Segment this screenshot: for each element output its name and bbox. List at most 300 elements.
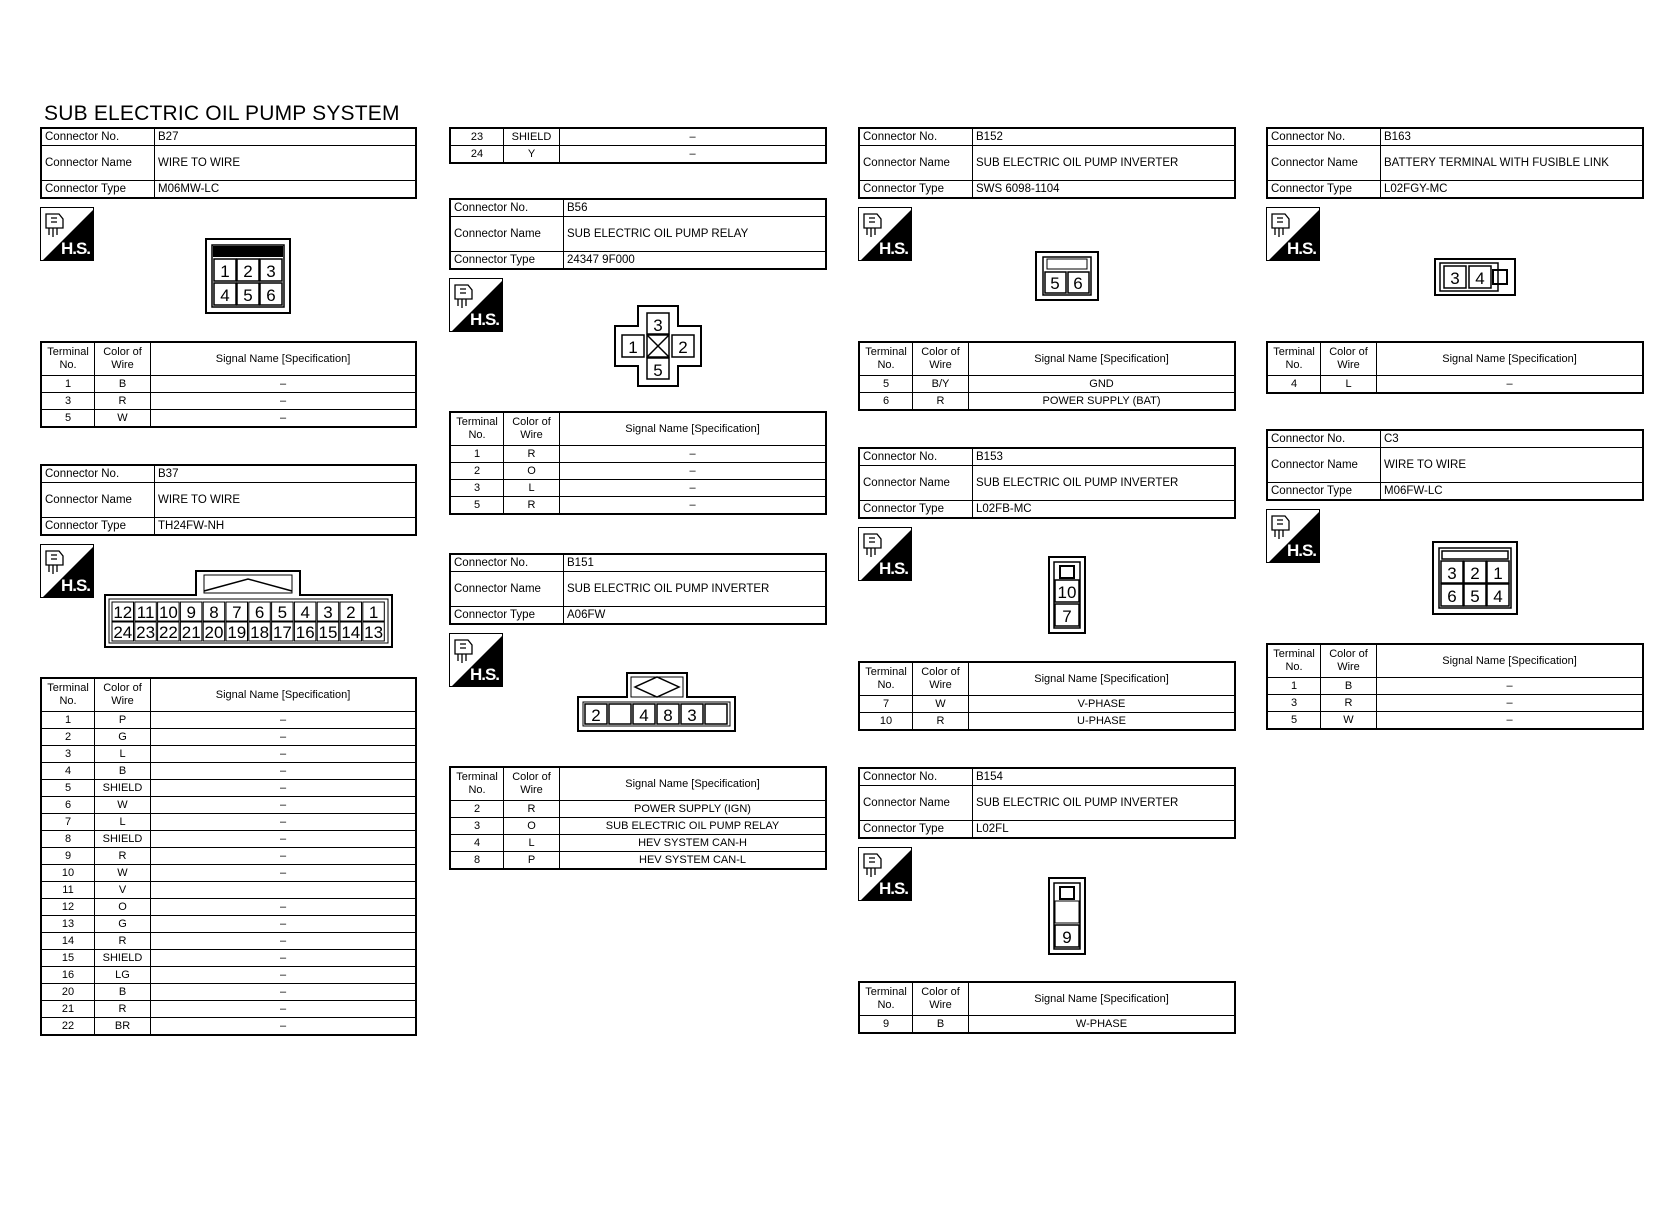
wire-color: SHIELD <box>95 780 151 797</box>
signal-name-header: Signal Name [Specification] <box>151 678 417 712</box>
cavity-label: 4 <box>1493 587 1503 606</box>
terminal-no: 10 <box>41 865 95 882</box>
table-row <box>450 801 826 818</box>
wire-color: B <box>95 984 151 1001</box>
table-row <box>859 696 1235 713</box>
signal-name <box>151 882 417 899</box>
signal-name: – <box>151 797 417 814</box>
connector_type-value: SWS 6098-1104 <box>973 181 1236 199</box>
harness-side-icon <box>449 633 503 687</box>
terminal-table-b56 <box>449 411 827 515</box>
connector_no-label: Connector No. <box>450 199 564 217</box>
connector_type-label: Connector Type <box>859 821 973 839</box>
harness-side-label: H.S. <box>60 239 90 258</box>
terminal-table-b151 <box>449 766 827 870</box>
connector_no-label: Connector No. <box>450 554 564 572</box>
connector_name-value: WIRE TO WIRE <box>1381 448 1644 483</box>
table-row <box>41 848 416 865</box>
table-row <box>1267 678 1643 695</box>
connector_type-label: Connector Type <box>450 252 564 270</box>
wire-color: P <box>95 712 151 729</box>
signal-name: – <box>560 497 827 515</box>
cavity-label: 24 <box>113 623 133 642</box>
connector_name-label: Connector Name <box>450 217 564 252</box>
cavity-label: 6 <box>1073 274 1083 293</box>
connector-face-c3 <box>1432 541 1518 615</box>
table-row <box>41 410 416 428</box>
terminal-table-b154 <box>858 981 1236 1034</box>
signal-name-header: Signal Name [Specification] <box>151 342 417 376</box>
cavity-label: 8 <box>209 603 219 622</box>
terminal-no: 11 <box>41 882 95 899</box>
connector-header-b56 <box>449 198 827 270</box>
terminal-no: 3 <box>41 393 95 410</box>
cavity-label: 1 <box>368 603 379 622</box>
wire-color: L <box>1321 376 1377 394</box>
terminal-no: 23 <box>450 128 504 146</box>
terminal-no: 24 <box>450 146 504 164</box>
cavity-label: 13 <box>364 623 384 642</box>
table-row <box>41 763 416 780</box>
connector_no-value: B27 <box>155 128 417 146</box>
cavity-label: 2 <box>1470 564 1480 583</box>
page-title: SUB ELECTRIC OIL PUMP SYSTEM <box>44 102 400 125</box>
terminal-no: 20 <box>41 984 95 1001</box>
table-row <box>41 967 416 984</box>
cavity-label: 10 <box>1057 583 1077 602</box>
cavity-label: 21 <box>181 623 201 642</box>
connector_type-label: Connector Type <box>859 181 973 199</box>
signal-name: – <box>1377 695 1644 712</box>
table-row <box>41 950 416 967</box>
connector-header-b152 <box>858 127 1236 199</box>
cavity-label: 17 <box>272 623 292 642</box>
connector_type-value: M06MW-LC <box>155 181 417 199</box>
connector_name-label: Connector Name <box>1267 448 1381 483</box>
connector_no-value: B154 <box>973 768 1236 786</box>
signal-name-header: Signal Name [Specification] <box>1377 644 1644 678</box>
signal-name: SUB ELECTRIC OIL PUMP RELAY <box>560 818 827 835</box>
signal-name-header: Signal Name [Specification] <box>969 982 1236 1016</box>
terminal-no: 5 <box>41 780 95 797</box>
cavity-label: 4 <box>220 286 230 305</box>
connector_name-value: WIRE TO WIRE <box>155 146 417 181</box>
harness-side-label: H.S. <box>878 559 908 578</box>
connector-header-b37 <box>40 464 417 536</box>
connector-header-c3 <box>1266 429 1644 501</box>
wire-color: R <box>95 848 151 865</box>
wire-color: SHIELD <box>95 950 151 967</box>
connector_name-value: SUB ELECTRIC OIL PUMP INVERTER <box>564 572 827 607</box>
terminal-no: 6 <box>41 797 95 814</box>
cavity-label: 1 <box>628 338 638 357</box>
wire-color: BR <box>95 1018 151 1036</box>
connector_name-label: Connector Name <box>859 146 973 181</box>
signal-name-header: Signal Name [Specification] <box>969 342 1236 376</box>
cavity-label: 1 <box>220 262 230 281</box>
cavity-label: 5 <box>653 361 663 380</box>
table-row <box>41 746 416 763</box>
wire-color: L <box>95 814 151 831</box>
connector_name-value: BATTERY TERMINAL WITH FUSIBLE LINK <box>1381 146 1644 181</box>
table-row <box>41 1001 416 1018</box>
wire-color: W <box>95 410 151 428</box>
terminal-no: 9 <box>859 1016 913 1034</box>
connector-header-b27 <box>40 127 417 199</box>
signal-name: – <box>151 916 417 933</box>
cavity-label: 3 <box>687 706 697 725</box>
wire-color: O <box>95 899 151 916</box>
connector-face-b27 <box>205 238 291 314</box>
signal-name: HEV SYSTEM CAN-L <box>560 852 827 870</box>
terminal-no: 5 <box>41 410 95 428</box>
table-row <box>41 984 416 1001</box>
table-row <box>41 814 416 831</box>
cavity-label: 3 <box>266 262 276 281</box>
wire-color: Y <box>504 146 560 164</box>
terminal-table-b37-continued <box>449 127 827 164</box>
terminal-table-b37 <box>40 677 417 1036</box>
cavity-label: 9 <box>1062 928 1072 947</box>
signal-name-header: Signal Name [Specification] <box>560 412 827 446</box>
table-row <box>41 797 416 814</box>
signal-name: – <box>151 1018 417 1036</box>
terminal-table-b27 <box>40 341 417 428</box>
harness-side-icon <box>1266 207 1320 261</box>
table-row <box>41 933 416 950</box>
table-row <box>450 146 826 164</box>
wire-color: L <box>504 835 560 852</box>
wire-color: R <box>504 497 560 515</box>
wire-color: R <box>1321 695 1377 712</box>
wire-color: SHIELD <box>95 831 151 848</box>
cavity-label: 3 <box>1450 269 1460 288</box>
cavity-label: 6 <box>254 603 265 622</box>
signal-name: – <box>151 763 417 780</box>
terminal-table-b152 <box>858 341 1236 411</box>
wire-color: R <box>504 801 560 818</box>
wire-color: B <box>95 376 151 393</box>
connector_name-value: SUB ELECTRIC OIL PUMP INVERTER <box>973 786 1236 821</box>
signal-name: – <box>151 865 417 882</box>
wire-color-header: Color of Wire <box>913 342 969 376</box>
cavity-label: 5 <box>277 603 288 622</box>
signal-name: POWER SUPPLY (BAT) <box>969 393 1236 411</box>
table-row <box>450 480 826 497</box>
connector_no-value: B163 <box>1381 128 1644 146</box>
connector_no-value: B37 <box>155 465 417 483</box>
signal-name: – <box>560 128 827 146</box>
terminal-no: 8 <box>41 831 95 848</box>
wire-color: B/Y <box>913 376 969 393</box>
wire-color: W <box>95 865 151 882</box>
table-row <box>859 376 1235 393</box>
wire-color-header: Color of Wire <box>504 412 560 446</box>
wire-color: P <box>504 852 560 870</box>
harness-side-icon <box>40 544 94 598</box>
table-row <box>1267 376 1643 394</box>
connector-face-b37 <box>104 569 394 649</box>
connector_no-label: Connector No. <box>859 768 973 786</box>
cavity-label: 7 <box>1062 607 1072 626</box>
signal-name: – <box>151 933 417 950</box>
wire-color: B <box>1321 678 1377 695</box>
table-row <box>41 712 416 729</box>
cavity-label: 7 <box>232 603 242 622</box>
signal-name: – <box>151 729 417 746</box>
cavity-label: 14 <box>341 623 361 642</box>
connector-face-b153 <box>1048 556 1086 634</box>
cavity-label: 1 <box>1493 564 1503 583</box>
table-row <box>450 818 826 835</box>
harness-side-label: H.S. <box>469 310 499 329</box>
cavity-label: 5 <box>1470 587 1480 606</box>
signal-name: U-PHASE <box>969 713 1236 731</box>
terminal-no: 5 <box>1267 712 1321 730</box>
table-row <box>41 916 416 933</box>
connector_type-value: 24347 9F000 <box>564 252 827 270</box>
harness-side-icon <box>858 207 912 261</box>
terminal-no-header: Terminal No. <box>859 662 913 696</box>
terminal-no: 22 <box>41 1018 95 1036</box>
signal-name: – <box>151 950 417 967</box>
signal-name: – <box>151 1001 417 1018</box>
wire-color: R <box>913 393 969 411</box>
connector_type-label: Connector Type <box>859 501 973 519</box>
connector-header-b154 <box>858 767 1236 839</box>
connector_no-value: C3 <box>1381 430 1644 448</box>
signal-name: – <box>151 746 417 763</box>
connector_name-label: Connector Name <box>1267 146 1381 181</box>
wire-color: W <box>1321 712 1377 730</box>
terminal-no: 1 <box>450 446 504 463</box>
cavity-label: 2 <box>346 603 356 622</box>
signal-name: GND <box>969 376 1236 393</box>
wire-color: O <box>504 818 560 835</box>
terminal-no: 7 <box>41 814 95 831</box>
terminal-no-header: Terminal No. <box>859 342 913 376</box>
signal-name: – <box>560 446 827 463</box>
signal-name: – <box>560 480 827 497</box>
cavity-label: 10 <box>158 603 178 622</box>
cavity-label: 9 <box>186 603 196 622</box>
terminal-no: 6 <box>859 393 913 411</box>
harness-side-label: H.S. <box>60 576 90 595</box>
connector_name-value: SUB ELECTRIC OIL PUMP INVERTER <box>973 146 1236 181</box>
terminal-table-b153 <box>858 661 1236 731</box>
signal-name: – <box>151 712 417 729</box>
signal-name: – <box>151 410 417 428</box>
terminal-no: 15 <box>41 950 95 967</box>
cavity-label: 15 <box>318 623 338 642</box>
terminal-no: 3 <box>1267 695 1321 712</box>
signal-name: – <box>151 393 417 410</box>
cavity-label: 3 <box>653 316 663 335</box>
connector_type-label: Connector Type <box>41 181 155 199</box>
cavity-label: 5 <box>1050 274 1060 293</box>
table-row <box>859 393 1235 411</box>
connector_no-label: Connector No. <box>859 448 973 466</box>
terminal-no: 1 <box>41 712 95 729</box>
signal-name: – <box>151 814 417 831</box>
cavity-label: 4 <box>1475 269 1485 288</box>
signal-name: – <box>560 146 827 164</box>
wire-color-header: Color of Wire <box>95 342 151 376</box>
signal-name: – <box>1377 678 1644 695</box>
cavity-label: 3 <box>323 603 333 622</box>
terminal-no-header: Terminal No. <box>1267 644 1321 678</box>
terminal-no: 13 <box>41 916 95 933</box>
table-row <box>41 1018 416 1036</box>
cavity-label: 19 <box>227 623 247 642</box>
cavity-label: 16 <box>295 623 315 642</box>
signal-name: POWER SUPPLY (IGN) <box>560 801 827 818</box>
terminal-no: 1 <box>1267 678 1321 695</box>
wire-color-header: Color of Wire <box>504 767 560 801</box>
wire-color-header: Color of Wire <box>1321 644 1377 678</box>
harness-side-icon <box>858 847 912 901</box>
signal-name: – <box>151 984 417 1001</box>
connector_type-label: Connector Type <box>1267 181 1381 199</box>
signal-name: – <box>1377 712 1644 730</box>
signal-name-header: Signal Name [Specification] <box>1377 342 1644 376</box>
connector_no-value: B152 <box>973 128 1236 146</box>
table-row <box>41 729 416 746</box>
signal-name-header: Signal Name [Specification] <box>969 662 1236 696</box>
connector_no-value: B151 <box>564 554 827 572</box>
terminal-no: 7 <box>859 696 913 713</box>
connector_name-label: Connector Name <box>41 483 155 518</box>
table-row <box>450 446 826 463</box>
wire-color: O <box>504 463 560 480</box>
connector_type-value: L02FGY-MC <box>1381 181 1644 199</box>
connector_no-label: Connector No. <box>1267 430 1381 448</box>
signal-name: – <box>151 848 417 865</box>
connector_no-label: Connector No. <box>41 465 155 483</box>
cavity-label: 4 <box>300 603 310 622</box>
connector_type-value: TH24FW-NH <box>155 518 417 536</box>
table-row <box>450 128 826 146</box>
table-row <box>450 497 826 515</box>
harness-side-label: H.S. <box>878 239 908 258</box>
terminal-no: 4 <box>1267 376 1321 394</box>
cavity-label: 8 <box>663 706 673 725</box>
connector_name-value: SUB ELECTRIC OIL PUMP RELAY <box>564 217 827 252</box>
wire-color: W <box>913 696 969 713</box>
connector_name-label: Connector Name <box>41 146 155 181</box>
cavity-label: 2 <box>678 338 688 357</box>
connector_name-label: Connector Name <box>859 786 973 821</box>
harness-side-label: H.S. <box>1286 541 1316 560</box>
connector_name-label: Connector Name <box>450 572 564 607</box>
connector_type-label: Connector Type <box>450 607 564 625</box>
cavity-label: 5 <box>243 286 253 305</box>
table-row <box>41 865 416 882</box>
terminal-table-c3 <box>1266 643 1644 730</box>
signal-name: – <box>151 899 417 916</box>
connector-face-b154 <box>1048 877 1086 955</box>
terminal-no: 5 <box>450 497 504 515</box>
table-row <box>41 899 416 916</box>
wire-color-header: Color of Wire <box>913 982 969 1016</box>
connector-face-b152 <box>1035 251 1099 301</box>
harness-side-icon <box>40 207 94 261</box>
wire-color-header: Color of Wire <box>1321 342 1377 376</box>
cavity-label: 22 <box>158 623 178 642</box>
wire-color: R <box>95 933 151 950</box>
connector_type-label: Connector Type <box>1267 483 1381 501</box>
table-row <box>41 376 416 393</box>
wire-color: R <box>95 1001 151 1018</box>
wire-color: R <box>95 393 151 410</box>
connector-header-b163 <box>1266 127 1644 199</box>
wire-color: SHIELD <box>504 128 560 146</box>
signal-name: HEV SYSTEM CAN-H <box>560 835 827 852</box>
signal-name: – <box>151 967 417 984</box>
connector_type-value: L02FB-MC <box>973 501 1236 519</box>
cavity-label: 6 <box>266 286 276 305</box>
connector_type-value: M06FW-LC <box>1381 483 1644 501</box>
signal-name: – <box>1377 376 1644 394</box>
terminal-no: 3 <box>450 480 504 497</box>
cavity-label: 3 <box>1447 564 1457 583</box>
harness-side-label: H.S. <box>469 665 499 684</box>
signal-name: V-PHASE <box>969 696 1236 713</box>
table-row <box>41 393 416 410</box>
harness-side-icon <box>449 278 503 332</box>
connector-face-b163 <box>1434 258 1516 296</box>
connector_type-value: L02FL <box>973 821 1236 839</box>
cavity-label: 2 <box>243 262 253 281</box>
terminal-no: 1 <box>41 376 95 393</box>
wire-color-header: Color of Wire <box>95 678 151 712</box>
wire-color: V <box>95 882 151 899</box>
wire-color: LG <box>95 967 151 984</box>
terminal-table-b163 <box>1266 341 1644 394</box>
wire-color: B <box>95 763 151 780</box>
signal-name: – <box>151 780 417 797</box>
cavity-label: 23 <box>136 623 156 642</box>
cavity-label: 6 <box>1447 587 1457 606</box>
terminal-no-header: Terminal No. <box>41 342 95 376</box>
wire-color: L <box>504 480 560 497</box>
table-row <box>450 835 826 852</box>
wire-color: G <box>95 916 151 933</box>
connector_type-value: A06FW <box>564 607 827 625</box>
terminal-no: 9 <box>41 848 95 865</box>
wire-color-header: Color of Wire <box>913 662 969 696</box>
terminal-no: 10 <box>859 713 913 731</box>
connector_no-label: Connector No. <box>1267 128 1381 146</box>
terminal-no-header: Terminal No. <box>859 982 913 1016</box>
table-row <box>450 852 826 870</box>
cavity-label: 12 <box>113 603 133 622</box>
table-row <box>41 882 416 899</box>
terminal-no: 2 <box>450 463 504 480</box>
connector-header-b153 <box>858 447 1236 519</box>
connector_name-value: SUB ELECTRIC OIL PUMP INVERTER <box>973 466 1236 501</box>
terminal-no-header: Terminal No. <box>1267 342 1321 376</box>
harness-side-icon <box>858 527 912 581</box>
terminal-no: 8 <box>450 852 504 870</box>
terminal-no: 3 <box>450 818 504 835</box>
signal-name-header: Signal Name [Specification] <box>560 767 827 801</box>
terminal-no: 14 <box>41 933 95 950</box>
wire-color: G <box>95 729 151 746</box>
connector_no-value: B153 <box>973 448 1236 466</box>
table-row <box>859 1016 1235 1034</box>
connector-face-b56 <box>613 305 703 387</box>
